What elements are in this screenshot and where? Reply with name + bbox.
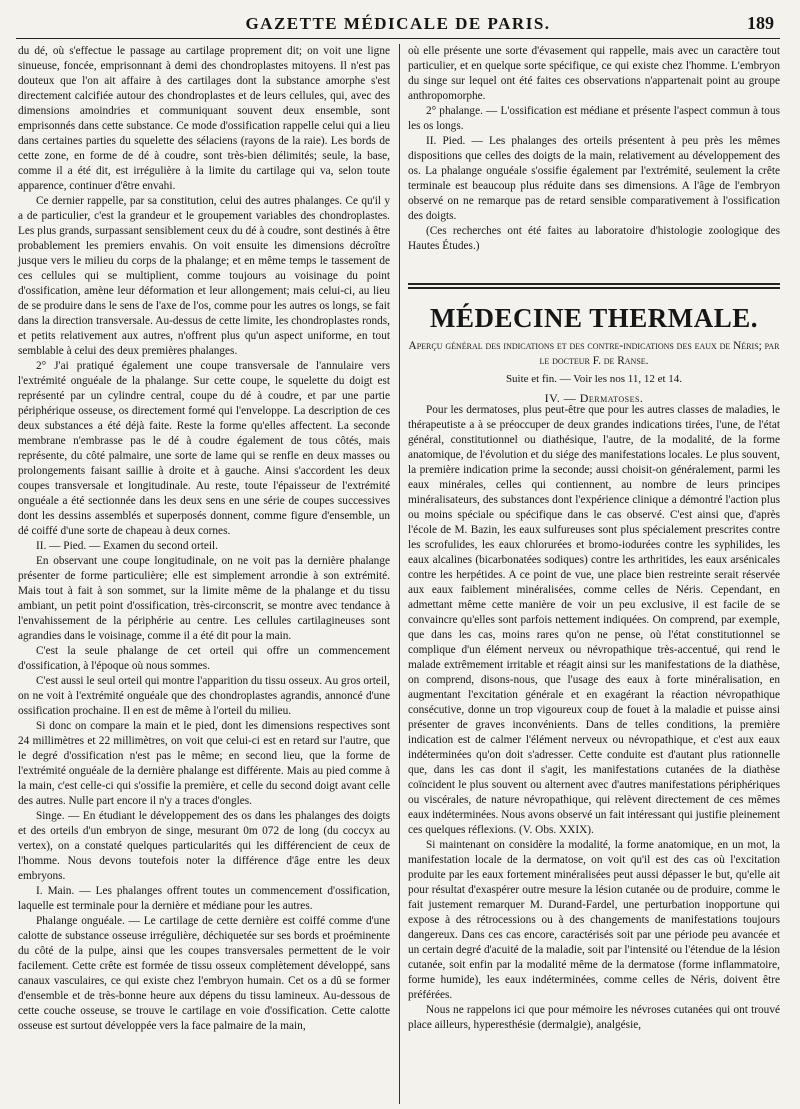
paragraph: Phalange onguéale. — Le cartilage de cette dernière est coiffé comme d'une calotte de substance osseuse irrégulière, déchiquetée sur ses bords et proéminente du côté de la pulpe, ainsi que les coupes transversales permettent de le voir facilement. Cette crête est formée de tissu osseux complètement développé, sans canaux vasculaires, ce qui existe chez l'embryon humain. Cet os a dû se former d'ensemble et de très-bonne heure aux dépens du tissu lamineux. Au-dessous de cette couche osseuse, se trouve le cartilage en voie d'ossification. Cette calotte osseuse est surtout développée vers la face palmaire de la main, [18,915,390,1032]
header-rule [16,38,780,39]
page-number: 189 [747,13,774,33]
paragraph: II. Pied. — Les phalanges des orteils présentent à peu près les mêmes dispositions que celles des doigts de la main, relativement au développement des os. La phalange onguéale s'ossifie également par l'extrémité, seulement la crête terminale est beaucoup plus réduite dans ses dimensions. A l'âge de l'embryon observé on ne remarque pas de retard sensible comparativement à l'ossification des doigts. [408,135,780,222]
paragraph: Si maintenant on considère la modalité, la forme anatomique, en un mot, la manifestation locale de la dermatose, on voit qu'il est des cas où l'excitation produite par les eaux fortement minéralisées peut aussi dépasser le but, qu'elle ait pour résultat d'exaspérer outre mesure la lésion cutanée ou de produire, comme le fait justement remarquer M. Durand-Fardel, une perturbation inopportune qui expose à des rétrocessions ou à des changements de manifestations toujours dangereux. Dans ces cas encore, caractérisés soit par une période peu avancée et un certain degré d'acuité de la maladie, soit par l'intensité ou l'étendue de la lésion cutanée, soit enfin par la modalité même de la dermatose (forme inflammatoire, forme humide), les eaux indéterminées, comme celles de Néris, doivent être préférées. [408,839,780,1001]
article-subtitle: Aperçu général des indications et des contre-indications des eaux de Néris; par le docteur F. de Ranse. [408,340,780,367]
article-header [408,303,780,406]
subheading: II. — Pied. — Examen du second orteil. [36,540,218,552]
paragraph: (Ces recherches ont été faites au laboratoire d'histologie zoologique des Hautes Études.) [408,225,780,252]
right-column-bottom [408,403,780,1033]
paragraph: C'est aussi le seul orteil qui montre l'apparition du tissu osseux. Au gros orteil, on ne voit à l'extrémité onguéale que des chondroplastes agrandis, annoncé d'une ossification prochaine. Il en est de même à l'orteil du milieu. [18,675,390,717]
paragraph: C'est la seule phalange de cet orteil qui offre un commencement d'ossification, à l'époque où nous sommes. [18,645,390,672]
section-rule [408,283,780,285]
page-header [16,10,780,38]
paragraph: Ce dernier rappelle, par sa constitution, celui des autres phalanges. Ce qu'il y a de particulier, c'est la grandeur et le groupement variables des chondroplastes. Les plus grands, surpassant sensiblement ceux du dé à coudre, sont destinés à être probablement les premiers envahis. On voit ensuite les dimensions décroître jusque vers le milieu du corps de la phalange; et en même temps le tassement de ces cellules qui se multiplient, comme toujours au voisinage du point d'ossification, amène leur déformation et leur allongement; mais celui-ci, au lieu de se produire dans le sens de l'axe de l'os, comme pour les autres os longs, se fait dans la direction transversale. Au-dessus de cette limite, les chondroplastes ronds, et petits relativement aux autres, n'offrent plus qu'un aspect uniforme, en tout semblable à celui des deux premières phalanges. [18,195,390,357]
section-rule [408,287,780,289]
paragraph: Si donc on compare la main et le pied, dont les dimensions respectives sont 24 millimètres et 22 millimètres, on voit que celui-ci est en retard sur l'autre, que le degré d'ossification n'est pas le même; en second lieu, que la forme de l'extrémité onguéale de la dernière phalange est différente. Mais au pied comme à la main, c'est celle-ci qui s'ossifie la première, et celle du second doigt avant celle des autres. Nulle part encore il n'y a traces d'ongles. [18,720,390,807]
paragraph: Singe. — En étudiant le développement des os dans les phalanges des doigts et des orteils d'un embryon de singe, mesurant 0m 072 de long (du coccyx au vertex), on a constaté quelques particularités qui les différencient de ceux de l'homme. Nous devons toutefois noter la différence d'âge entre les deux embryons. [18,810,390,882]
paragraph: En observant une coupe longitudinale, on ne voit pas la dernière phalange présenter de forme particulière; elle est simplement arrondie à son extrémité. Mais tout à fait à son sommet, sur la limite même de la phalange et du tissu ambiant, un petit point d'ossification, très-circonscrit, se montre avec tendance à l'envahissement de la périphérie au centre. Les cellules cartilagineuses sont agrandies dans le voisinage, comme il a été dit pour la main. [18,555,390,642]
paragraph: du dé, où s'effectue le passage au cartilage proprement dit; on voit une ligne sinueuse, foncée, emprisonnant à demi des chondroplastes mitoyens. Il n'est pas douteux que l'on ait affaire à des cartilages dont la substance amorphe s'est directement calcifiée autour des chondroplastes et de leurs cellules, qui, avec des dimensions amoindries et communiquant souvent deux ensemble, sont emprisonnés dans cette substance. Ce mode d'ossification rappelle celui qui a lieu dans certaines parties du squelette des sélaciens (rayons de la raie). Les bords de cette zone, en forme de dé à coudre, sont très-bien délimités; seule, la base, comme il a été dit, est irrégulière à la limite du cartilage qui va, selon toute apparence, continuer d'être envahi. [18,45,390,192]
paragraph: 2° J'ai pratiqué également une coupe transversale de l'annulaire vers l'extrémité onguéale de la phalange. Sur cette coupe, le squelette du doigt est représenté par un cylindre central, coupe du dé à coudre, et par une partie périphérique osseuse, os directement formé qui l'enveloppe. La description de ces deux substances a été déjà faite. Reste la forme qu'elles affectent. La seconde membrane n'embrasse pas le dé à coudre également de tous côtés, mais représente, du côté palmaire, une sorte de lame qui se renfle en deux masses ou prolongements faisant saillie à droite et à gauche. Ainsi s'accordent les deux coupes transversale et longitudinale. Au reste, toute l'épaisseur de l'extrémité onguéale a été sectionnée dans les deux sens en une série de coupes successives dont les dessins assemblés et superposés donnent, comme figure d'ensemble, un dé coiffé d'une sorte de chapeau à deux cornes. [18,360,390,537]
article-section-heading: IV. — Dermatoses. [544,391,644,405]
paragraph: où elle présente une sorte d'évasement qui rappelle, mais avec un caractère tout particulier, et en quelque sorte spécifique, ce qui existe chez l'homme. L'embryon du singe sur lequel ont été faites ces observations n'appartenait point au groupe anthropomorphe. [408,45,780,102]
paragraph: 2° phalange. — L'ossification est médiane et présente l'aspect commun à tous les os longs. [408,105,780,132]
right-column-top [408,44,780,254]
continuation-note: Suite et fin. — Voir les nos 11, 12 et 14. [505,373,683,385]
paragraph: Pour les dermatoses, plus peut-être que pour les autres classes de maladies, le thérapeutiste a à se préoccuper de deux grandes indications tirées, l'une, de l'état général, constitutionnel ou diathésique, l'autre, de la modalité, de la forme anatomique, de l'évolution et du siége des manifestations locales. Le plus souvent, la première indication prime la seconde; aussi choisit-on généralement, parmi les eaux minérales, celles qui contiennent, au nombre de leurs principes minéralisateurs, des substances dont l'expérience clinique a démontré l'action plus ou moins spéciale ou spécifique dans le cas observé. C'est ainsi que, d'après l'école de M. Bazin, les eaux sulfureuses sont plus spécialement prescrites contre les scrofulides, les eaux chlorurées et bromo-iodurées contre les syphilides, les eaux alcalines (bicarbonatées sodiques) contre les arthritides, les eaux arsénicales contre les herpétides. A ce point de vue, une place bien restreinte serait réservée aux eaux faiblement minéralisées, comme celles de Néris. Cependant, en admettant même cette manière de voir un peu exclusive, il est facile de se convaincre qu'elles sont parfois nettement indiquées. On comprend, par exemple, que dans les cas, moins rares qu'on ne pense, où l'état constitutionnel se complique d'un élément nerveux ou névropathique très-accentué, qui rend le malade extrêmement irritable et réagit ainsi sur les manifestations de la diathèse, on comprend, disons-nous, que l'usage des eaux à forte minéralisation, en augmentant l'excitation générale et en exagérant la réaction névropathique consécutive, donne un trop vigoureux coup de fouet à la maladie et puisse ainsi présenter de graves inconvénients. Dans de telles conditions, la première indication est de calmer l'élément nerveux ou névropathique, et c'est aux eaux indéterminées qu'on doit s'adresser. Cette conduite est d'autant plus rationnelle que, dans les cas dont il s'agit, les manifestations cutanées de la diathèse coïncident le plus souvent ou alternent avec d'autres manifestations périphériques ou viscérales, de nature névropathique, qui relèvent directement de ces mêmes eaux indéterminées. Nous avons observé un fait intéressant qui justifie pleinement ces quelques réflexions. (V. Obs. XXIX). [408,404,780,836]
paragraph: I. Main. — Les phalanges offrent toutes un commencement d'ossification, laquelle est terminale pour la dernière et médiane pour les autres. [18,885,390,912]
section-title: MÉDECINE THERMALE. [429,303,759,333]
column-divider [399,44,400,1104]
journal-title: GAZETTE MÉDICALE DE PARIS. [245,14,551,33]
paragraph: Nous ne rappelons ici que pour mémoire les névroses cutanées qui ont trouvé place ailleurs, hyperesthésie (dermalgie), analgésie, [408,1004,780,1031]
left-column [18,44,390,1034]
